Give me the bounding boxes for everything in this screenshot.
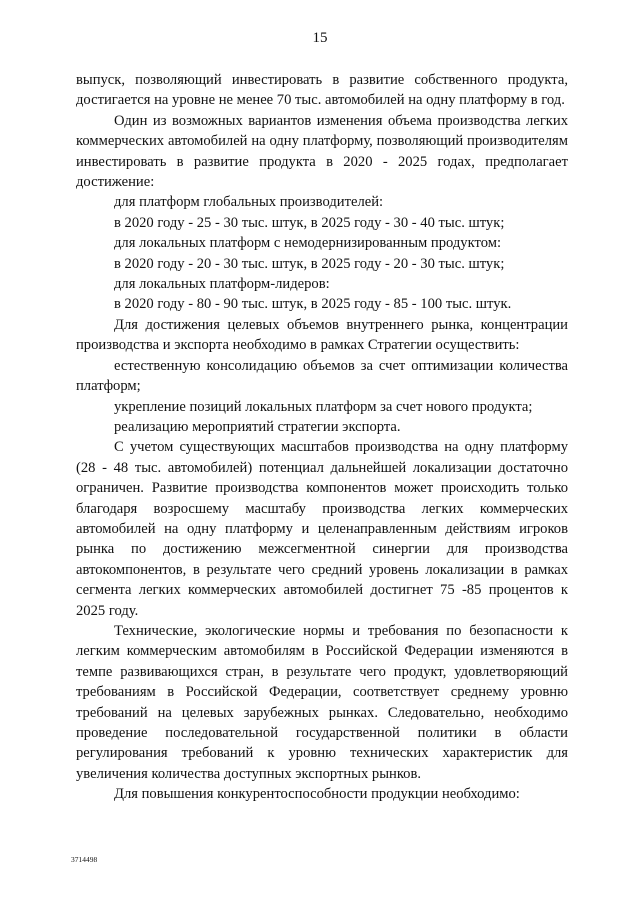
page-number: 15 [312, 30, 328, 46]
list-item: для платформ глобальных производителей: [114, 194, 384, 211]
list-item: естественную консолидацию объемов за счет оптимизации количества платформ; [76, 357, 568, 395]
paragraph: Для повышения конкурентоспособности продукции необходимо: [114, 786, 520, 803]
body-text [76, 70, 568, 805]
paragraph: Для достижения целевых объемов внутреннего рынка, концентрации производства и экспорта необходимо в рамках Стратегии осуществить: [76, 316, 568, 354]
document-id: 3714498 [71, 855, 98, 864]
paragraph: Один из возможных вариантов изменения объема производства легких коммерческих автомобилей на одну платформу, позволяющий производителям инвестировать в развитие продукта в 2020 - 2025 годах, предполагает достижение: [76, 112, 568, 191]
list-item: в 2020 году - 80 - 90 тыс. штук, в 2025 году - 85 - 100 тыс. штук. [114, 296, 512, 313]
list-item: в 2020 году - 20 - 30 тыс. штук, в 2025 году - 20 - 30 тыс. штук; [114, 255, 505, 272]
list-item: в 2020 году - 25 - 30 тыс. штук, в 2025 году - 30 - 40 тыс. штук; [114, 214, 505, 231]
list-item: реализацию мероприятий стратегии экспорта. [114, 418, 401, 435]
list-item: для локальных платформ-лидеров: [114, 276, 330, 293]
paragraph: С учетом существующих масштабов производства на одну платформу (28 - 48 тыс. автомобилей) потенциал дальнейшей локализации достаточно ограничен. Развитие производства компонентов может происходить только благодаря возросшему масштабу производства легких коммерческих автомобилей на одну платформу и целенаправленным действиям игроков рынка по достижению межсегментной синергии для производства автокомпонентов, в результате чего средний уровень локализации в рамках сегмента легких коммерческих автомобилей достигнет 75 -85 процентов к 2025 году. [76, 439, 568, 619]
list-item: для локальных платформ с немодернизированным продуктом: [114, 235, 501, 252]
list-item: укрепление позиций локальных платформ за счет нового продукта; [114, 398, 533, 415]
paragraph: выпуск, позволяющий инвестировать в развитие собственного продукта, достигается на уровне не менее 70 тыс. автомобилей на одну платформу в год. [76, 72, 568, 109]
paragraph: Технические, экологические нормы и требования по безопасности к легким коммерческим автомобилям в Российской Федерации изменяются в темпе развивающихся стран, в результате чего продукт, удовлетворяющий требованиям в Российской Федерации, соответствует среднему уровню требований на целевых зарубежных рынках. Следовательно, необходимо проведение последовательной государственной политики в области регулирования требований к уровню технических характеристик для увеличения количества доступных экспортных рынков. [76, 622, 568, 782]
